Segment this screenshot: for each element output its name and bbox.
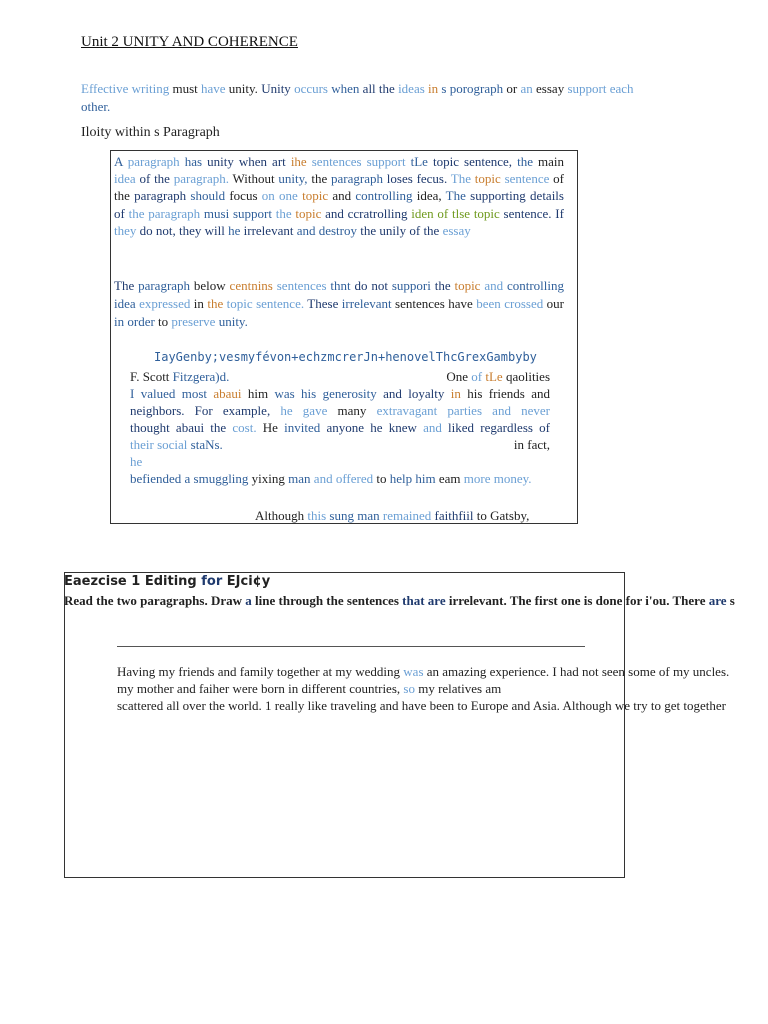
text-run: unity,	[278, 171, 308, 187]
text-run: the	[307, 171, 332, 187]
section-heading: Iloity within s Paragraph	[81, 125, 220, 140]
text-run: they	[114, 222, 137, 238]
text-run: scattered all over the world. 1 really like traveling and have been to Europe and Asia. Although we try to get together	[117, 698, 727, 713]
text-run: paragraph	[134, 188, 187, 204]
text-run: unity.	[225, 81, 262, 96]
text-run: preserve	[171, 313, 216, 329]
text-run: the	[517, 154, 533, 169]
text-run: topic	[295, 205, 322, 221]
intro-paragraph	[81, 80, 641, 116]
text-run: anyone he knew	[320, 420, 424, 435]
exercise-line	[117, 697, 768, 714]
text-run: do not, they will	[136, 222, 229, 238]
text-run: qaolities	[502, 369, 550, 384]
text-run: remained	[382, 508, 432, 523]
text-run: tLe	[485, 369, 503, 384]
quote-row-5	[130, 436, 550, 453]
text-run: and loyalty	[376, 386, 451, 401]
text-run: was his generosity	[274, 386, 377, 401]
text-run: irrelevant. The first one is done for i'ou. There	[445, 593, 709, 608]
garbled-title-line: IayGenby;vesmyfévon+echzmcrerJn+henovelThcGrexGambyby	[154, 350, 537, 364]
text-run: and	[423, 420, 442, 435]
text-run: must	[169, 81, 201, 96]
text-run: extravagant parties and never	[376, 403, 550, 418]
answer-line	[117, 646, 585, 647]
text-run: to	[373, 471, 390, 486]
text-run: Eaezcise 1 Editing	[64, 574, 202, 589]
text-run: was	[403, 664, 424, 679]
text-run: suppori	[391, 278, 431, 293]
text-run: faithfiil	[431, 508, 477, 523]
text-run: topic sentence,	[427, 154, 518, 169]
text-run: do not	[354, 278, 392, 293]
text-run: an	[520, 81, 533, 96]
example-quote	[130, 368, 550, 487]
text-run: to	[154, 313, 172, 329]
text-run: sentences support	[306, 154, 406, 169]
text-run: sentence	[500, 171, 550, 187]
text-run: controlling	[355, 188, 413, 204]
text-run: sentence. If	[499, 205, 564, 221]
text-run: irrelevant	[341, 295, 392, 311]
example-intro-paragraph	[114, 277, 564, 330]
text-run: their social	[130, 437, 188, 452]
text-run: the unily	[357, 222, 407, 238]
quote-author	[130, 368, 229, 385]
text-run: unity.	[215, 313, 248, 329]
text-run: that	[402, 593, 425, 608]
text-run: he	[228, 222, 241, 238]
quote-row-5-start	[130, 436, 223, 453]
text-run: his friends and	[460, 386, 550, 401]
text-run: s	[726, 593, 735, 608]
text-run: EJci¢y	[222, 574, 271, 589]
exercise-box	[64, 572, 625, 878]
text-run: expressed	[139, 295, 191, 311]
text-run: The	[445, 188, 466, 204]
quote-row-1-end	[446, 368, 550, 385]
text-run: essay	[532, 81, 565, 96]
text-run: our	[543, 295, 564, 311]
text-run: to Gatsby,	[476, 508, 530, 523]
text-run: has	[179, 154, 208, 169]
exercise-title	[64, 574, 270, 589]
quote-continuation	[255, 508, 529, 524]
text-run: focus	[225, 188, 258, 204]
text-run: iden	[411, 205, 434, 221]
text-run: paragraph	[127, 154, 180, 169]
quote-row-5-end	[514, 436, 550, 453]
text-run: and ccratrolling	[321, 205, 412, 221]
text-run: idea,	[412, 188, 446, 204]
quote-line	[130, 402, 550, 419]
text-run: Having my friends and family together at my wedding	[117, 664, 404, 679]
text-run: These	[304, 295, 342, 311]
text-run: a	[245, 593, 252, 608]
text-run: have	[201, 81, 226, 96]
text-run: topic	[454, 278, 481, 293]
text-run: eam	[435, 471, 464, 486]
text-run: this	[307, 508, 327, 523]
text-run: so	[403, 681, 415, 696]
quote-line	[130, 453, 550, 470]
text-run: occurs	[290, 81, 328, 96]
text-run: paragraph.	[173, 171, 229, 187]
text-run: for	[201, 574, 223, 589]
text-run: Effective writing	[81, 81, 170, 96]
text-run: when	[328, 81, 363, 96]
text-run: Unity	[261, 81, 291, 96]
text-run: are	[427, 593, 446, 608]
text-run: in	[450, 386, 461, 401]
text-run: paragraph	[138, 278, 191, 293]
exercise-line	[117, 680, 768, 697]
text-run: ihe	[290, 154, 307, 169]
text-run: tLe	[405, 154, 428, 169]
text-run: idea	[114, 171, 136, 187]
text-run: yixing	[251, 471, 285, 486]
text-run: Although	[255, 508, 308, 523]
quote-line	[130, 385, 550, 402]
text-run: supporting details of	[114, 188, 564, 221]
text-run: he gave	[280, 403, 328, 418]
text-run: should	[186, 188, 226, 204]
text-run: A	[114, 154, 128, 169]
text-run: He	[256, 420, 285, 435]
text-run: Fitzgera)d.	[172, 369, 230, 384]
text-run: unity when art	[207, 154, 291, 169]
text-run: the	[430, 278, 455, 293]
text-run: support each	[564, 81, 634, 96]
text-run: of the	[135, 171, 174, 187]
text-run: s porograph	[441, 81, 504, 96]
text-run: sentences have	[391, 295, 473, 311]
text-run: the	[207, 295, 224, 311]
text-run: neighbors. For example,	[130, 403, 281, 418]
text-run: befiended a smuggling	[130, 471, 252, 486]
text-run: ideas	[398, 81, 425, 96]
quote-row-1	[130, 368, 550, 385]
text-run: F. Scott	[130, 369, 173, 384]
text-run: topic sentence.	[223, 295, 305, 311]
text-run: invited	[284, 420, 321, 435]
text-run: all the	[362, 81, 399, 96]
text-run: topic	[471, 171, 501, 187]
text-run: irrelevant	[240, 222, 297, 238]
text-run: my mother and faiher were born in different countries,	[117, 681, 404, 696]
text-run: liked regardless of	[441, 420, 550, 435]
text-run: he	[130, 454, 143, 469]
text-run: Without	[228, 171, 279, 187]
text-run: cost.	[232, 420, 257, 435]
text-run: of	[471, 369, 486, 384]
text-run: and offered	[313, 471, 374, 486]
text-run: man	[284, 471, 314, 486]
text-run: in fact,	[513, 437, 550, 452]
text-run: many	[327, 403, 377, 418]
text-run: sung man	[326, 508, 383, 523]
text-run: and	[480, 278, 504, 293]
text-run: my relatives am	[414, 681, 502, 696]
exercise-paragraph	[117, 663, 768, 714]
text-run: Read the two paragraphs. Draw	[64, 593, 246, 608]
text-run: thnt	[326, 278, 355, 293]
text-run: in	[424, 81, 442, 96]
text-run: in order	[114, 313, 155, 329]
quote-line	[130, 470, 550, 487]
text-run: in	[190, 295, 208, 311]
text-run: paragraph	[331, 171, 383, 187]
text-run: help him	[389, 471, 436, 486]
text-run: I valued most	[130, 386, 214, 401]
text-run: loses fecus.	[382, 171, 451, 187]
text-run: line through the sentences	[251, 593, 403, 608]
text-run: of the	[114, 171, 564, 204]
text-run: more money.	[463, 471, 532, 486]
exercise-instructions	[64, 593, 735, 609]
text-run: sentences	[272, 278, 327, 293]
text-run: an amazing experience. I had not seen some of my uncles.	[423, 664, 730, 679]
text-run: centnins	[229, 278, 273, 293]
text-run: The	[114, 278, 139, 293]
text-run: The	[450, 171, 472, 187]
text-run: below	[190, 278, 230, 293]
text-run: and destroy	[296, 222, 357, 238]
text-run: of the	[406, 222, 443, 238]
quote-line	[130, 419, 550, 436]
text-run: essay	[442, 222, 471, 238]
text-run: thought abaui the	[130, 420, 233, 435]
text-run: abaui	[213, 386, 242, 401]
text-run: One	[446, 369, 472, 384]
text-run: and	[328, 188, 356, 204]
text-run: other.	[81, 99, 111, 114]
text-run: him	[241, 386, 275, 401]
text-run: main	[532, 154, 565, 169]
text-run: the	[271, 205, 296, 221]
text-run: staNs.	[187, 437, 223, 452]
text-run: topic	[297, 188, 329, 204]
text-run: or	[503, 81, 521, 96]
text-run: controlling idea	[114, 278, 564, 311]
text-run: of tlse topic	[433, 205, 500, 221]
unity-definition-paragraph	[114, 153, 564, 239]
text-run: musi support	[200, 205, 272, 221]
text-run: the paragraph	[128, 205, 201, 221]
exercise-line	[117, 663, 768, 680]
unit-title: Unit 2 UNITY AND COHERENCE	[81, 34, 298, 50]
text-run: on one	[257, 188, 298, 204]
text-run: been crossed	[472, 295, 544, 311]
text-run: are	[708, 593, 727, 608]
